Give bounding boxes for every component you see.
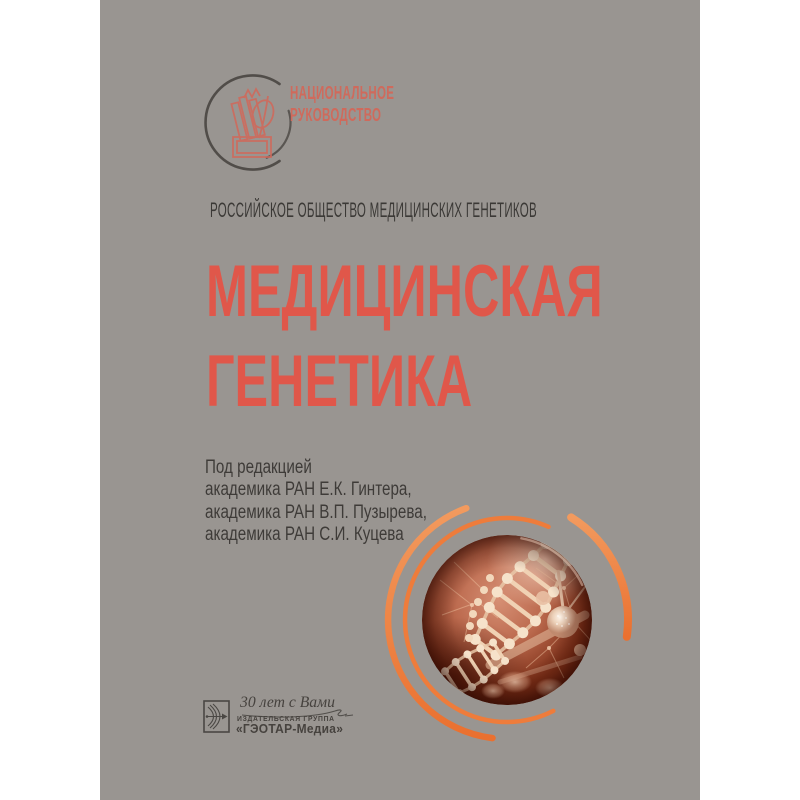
- editor-name: академика РАН В.П. Пузырева,: [205, 501, 427, 523]
- series-title: [290, 82, 453, 126]
- book-cover: [100, 0, 700, 800]
- series-line2: РУКОВОДСТВО: [290, 105, 382, 125]
- dna-helix-image: [350, 420, 700, 800]
- publisher-name: «ГЭОТАР-Медиа»: [236, 721, 344, 736]
- editors-intro: Под редакцией: [205, 457, 312, 478]
- title-line2: ГЕНЕТИКА: [206, 341, 473, 422]
- book-title: [206, 247, 781, 427]
- editor-name: академика РАН Е.К. Гинтера,: [205, 479, 412, 501]
- title-line1: МЕДИЦИНСКАЯ: [206, 251, 603, 332]
- series-line1: НАЦИОНАЛЬНОЕ: [290, 83, 395, 103]
- publisher-group-label: ИЗДАТЕЛЬСКАЯ ГРУППА: [237, 714, 335, 723]
- society-line: РОССИЙСКОЕ ОБЩЕСТВО МЕДИЦИНСКИХ ГЕНЕТИКОВ: [210, 199, 538, 222]
- publisher-anniversary: 30 лет с Вами: [240, 694, 335, 711]
- books-quill-glyph: [230, 89, 276, 157]
- geotar-logo-icon: [203, 700, 231, 734]
- national-guideline-emblem-icon: [204, 70, 304, 172]
- editor-name: академика РАН С.И. Куцева: [205, 524, 404, 546]
